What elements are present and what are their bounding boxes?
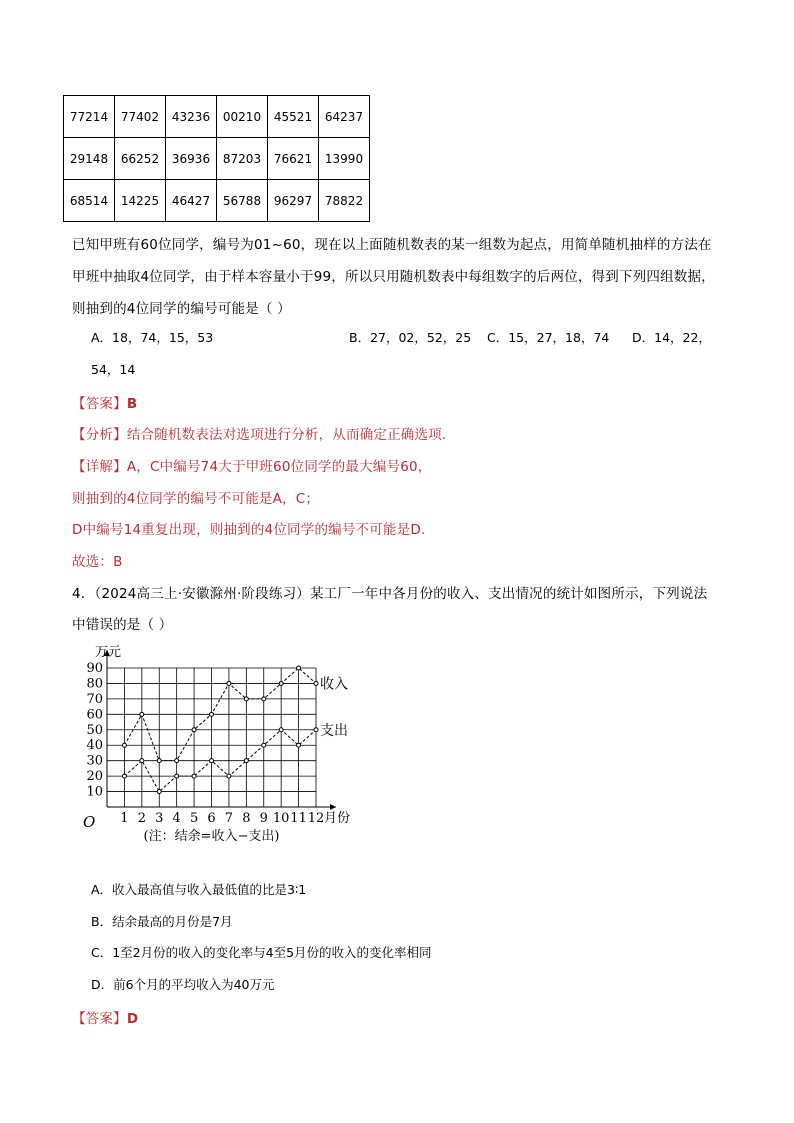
data-point — [297, 666, 301, 670]
data-point — [244, 697, 248, 701]
q4-stem-line-2: 中错误的是（ ） — [72, 617, 173, 633]
x-tick-label: 11 — [290, 811, 307, 826]
table-cell: 00210 — [217, 96, 268, 138]
data-point — [192, 728, 196, 732]
data-point — [314, 728, 318, 732]
y-tick-label: 10 — [86, 784, 103, 800]
q3-stem-line-1: 已知甲班有60位同学，编号为01~60，现在以上面随机数表的某一组数为起点，用简单随机抽样的方法在 — [72, 237, 712, 253]
y-tick-label: 80 — [86, 676, 103, 692]
q3-option-b: B．27，02，52，25 — [349, 330, 472, 345]
q3-detail-line-3: D中编号14重复出现，则抽到的4位同学的编号不可能是D. — [72, 522, 426, 538]
table-cell: 87203 — [217, 138, 268, 180]
data-point — [122, 774, 126, 778]
y-tick-label: 40 — [86, 738, 103, 754]
answer-tag: 【答案】 — [72, 1011, 127, 1027]
q3-stem-line-3: 则抽到的4位同学的编号可能是（ ） — [72, 301, 291, 317]
income-expense-chart — [70, 640, 370, 865]
table-cell: 77214 — [64, 96, 115, 138]
data-point — [122, 743, 126, 747]
data-point — [297, 743, 301, 747]
table-cell: 14225 — [115, 180, 166, 222]
q4-option-d: D．前6个月的平均收入为40万元 — [91, 977, 275, 992]
q4-answer — [72, 1007, 138, 1027]
analysis-tag: 【分析】 — [72, 427, 127, 443]
table-cell: 77402 — [115, 96, 166, 138]
table-row — [64, 180, 370, 222]
x-axis-label: 月份 — [324, 811, 351, 826]
y-axis-label: 万元 — [95, 645, 122, 660]
q3-analysis — [72, 423, 446, 443]
x-tick-label: 7 — [224, 811, 234, 826]
x-tick-label: 3 — [155, 811, 164, 826]
data-point — [140, 712, 144, 716]
data-point — [175, 774, 179, 778]
y-tick-label: 60 — [86, 707, 103, 723]
q4-option-a: A．收入最高值与收入最低值的比是3∶1 — [91, 882, 307, 897]
x-tick-label: 6 — [207, 811, 216, 826]
random-number-table — [63, 95, 370, 222]
table-cell: 64237 — [319, 96, 370, 138]
q3-conclusion: 故选：B — [72, 554, 123, 570]
data-point — [140, 759, 144, 763]
table-cell: 45521 — [268, 96, 319, 138]
data-point — [210, 712, 214, 716]
table-cell: 29148 — [64, 138, 115, 180]
analysis-text: 结合随机数表法对选项进行分析，从而确定正确选项. — [126, 427, 447, 443]
x-tick-label: 10 — [272, 811, 290, 826]
q3-detail-line-2: 则抽到的4位同学的编号不可能是A，C； — [72, 491, 320, 507]
x-tick-label: 5 — [189, 811, 199, 826]
table-cell: 76621 — [268, 138, 319, 180]
x-tick-label: 9 — [259, 811, 268, 826]
q3-answer — [72, 392, 137, 412]
q4-stem-line-1: 4．（2024高三上·安徽滁州·阶段练习）某工厂一年中各月份的收入、支出情况的统计如图所示，下列说法 — [72, 586, 708, 602]
q3-option-d-cont: 54，14 — [91, 362, 136, 377]
y-tick-label: 90 — [86, 661, 103, 676]
table-cell: 66252 — [115, 138, 166, 180]
series-label: 收入 — [320, 676, 348, 693]
x-tick-label: 1 — [120, 811, 129, 826]
y-tick-label: 30 — [86, 753, 103, 769]
series-label: 支出 — [320, 722, 348, 739]
data-point — [279, 728, 283, 732]
table-cell: 46427 — [166, 180, 217, 222]
x-tick-label: 2 — [137, 811, 146, 826]
data-point — [157, 790, 161, 794]
data-point — [175, 759, 179, 763]
table-cell: 96297 — [268, 180, 319, 222]
q4-option-c: C．1至2月份的收入的变化率与4至5月份的收入的变化率相同 — [91, 945, 432, 960]
chart-note: (注：结余=收入−支出) — [143, 829, 280, 844]
q3-option-c: C．15，27，18，74 — [487, 330, 610, 345]
answer-value: B — [126, 396, 138, 412]
x-tick-label: 12 — [307, 811, 325, 826]
y-tick-label: 70 — [86, 691, 103, 707]
table-row — [64, 138, 370, 180]
x-tick-label: 8 — [242, 811, 251, 826]
table-cell: 43236 — [166, 96, 217, 138]
y-tick-label: 20 — [86, 769, 103, 785]
table-cell: 78822 — [319, 180, 370, 222]
data-point — [262, 697, 266, 701]
y-tick-label: 50 — [86, 722, 103, 738]
data-point — [314, 681, 318, 685]
table-row — [64, 96, 370, 138]
data-point — [262, 743, 266, 747]
answer-value: D — [126, 1011, 139, 1027]
x-tick-label: 4 — [172, 811, 181, 826]
data-point — [157, 759, 161, 763]
q3-option-a: A．18，74，15，53 — [91, 330, 214, 345]
table-cell: 56788 — [217, 180, 268, 222]
table-cell: 13990 — [319, 138, 370, 180]
data-point — [279, 681, 283, 685]
q4-option-b: B．结余最高的月份是7月 — [91, 914, 233, 929]
answer-tag: 【答案】 — [72, 396, 127, 412]
data-point — [227, 681, 231, 685]
q3-stem-line-2: 甲班中抽取4位同学，由于样本容量小于99，所以只用随机数表中每组数字的后两位，得到下列四组数据， — [72, 269, 715, 285]
detail-tag: 【详解】 — [72, 459, 127, 475]
table-cell: 68514 — [64, 180, 115, 222]
data-point — [227, 774, 231, 778]
origin-label: O — [83, 813, 96, 831]
x-axis-arrow — [330, 804, 336, 810]
table-cell: 36936 — [166, 138, 217, 180]
detail-text-1: A，C中编号74大于甲班60位同学的最大编号60， — [126, 459, 432, 475]
data-point — [192, 774, 196, 778]
q3-detail-line-1 — [72, 455, 432, 475]
data-point — [244, 759, 248, 763]
data-point — [210, 759, 214, 763]
q3-option-d: D．14，22， — [632, 330, 711, 345]
